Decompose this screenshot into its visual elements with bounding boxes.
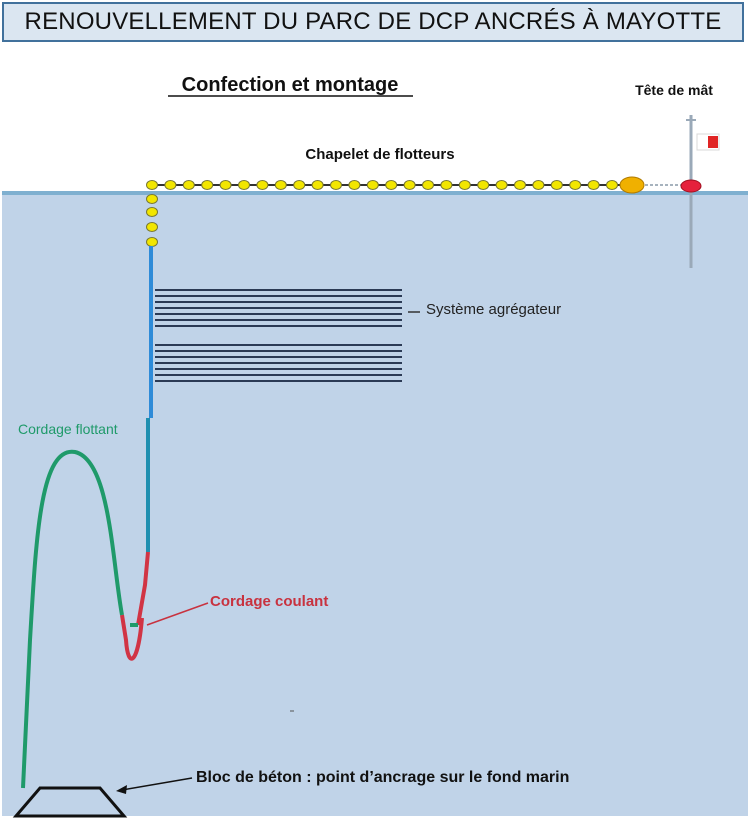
float-icon (496, 181, 507, 190)
bloc-label: Bloc de béton : point d’ancrage sur le fond marin (196, 769, 570, 786)
float-icon (588, 181, 599, 190)
page-title: RENOUVELLEMENT DU PARC DE DCP ANCRÉS À MAYOTTE (24, 8, 722, 35)
float-icon (515, 181, 526, 190)
float-icon (147, 181, 158, 190)
float-icon (386, 181, 397, 190)
float-icon (147, 238, 158, 247)
subtitle: Confection et montage (181, 74, 399, 96)
float-icon (257, 181, 268, 190)
sea-area (2, 193, 748, 816)
float-icon (312, 181, 323, 190)
aggregator-label: Système agrégateur (426, 301, 562, 318)
float-icon (220, 181, 231, 190)
float-icon (147, 223, 158, 232)
float-icon (294, 181, 305, 190)
float-icon (331, 181, 342, 190)
float-icon (275, 181, 286, 190)
float-icon (165, 181, 176, 190)
float-icon (423, 181, 434, 190)
float-icon (533, 181, 544, 190)
float-icon (147, 208, 158, 217)
float-icon (441, 181, 452, 190)
orange-buoy (620, 177, 644, 193)
tete-de-mat-label: Tête de mât (635, 82, 713, 98)
float-icon (478, 181, 489, 190)
float-icon (239, 181, 250, 190)
float-icon (349, 181, 360, 190)
float-icon (607, 181, 618, 190)
cordage-coulant-label: Cordage coulant (210, 593, 329, 610)
float-icon (147, 195, 158, 204)
float-icon (570, 181, 581, 190)
float-icon (183, 181, 194, 190)
chapelet-label: Chapelet de flotteurs (305, 146, 455, 163)
float-icon (202, 181, 213, 190)
float-icon (551, 181, 562, 190)
cordage-flottant-label: Cordage flottant (18, 421, 118, 437)
red-buoy (681, 180, 701, 192)
float-icon (459, 181, 470, 190)
float-icon (367, 181, 378, 190)
float-icon (404, 181, 415, 190)
